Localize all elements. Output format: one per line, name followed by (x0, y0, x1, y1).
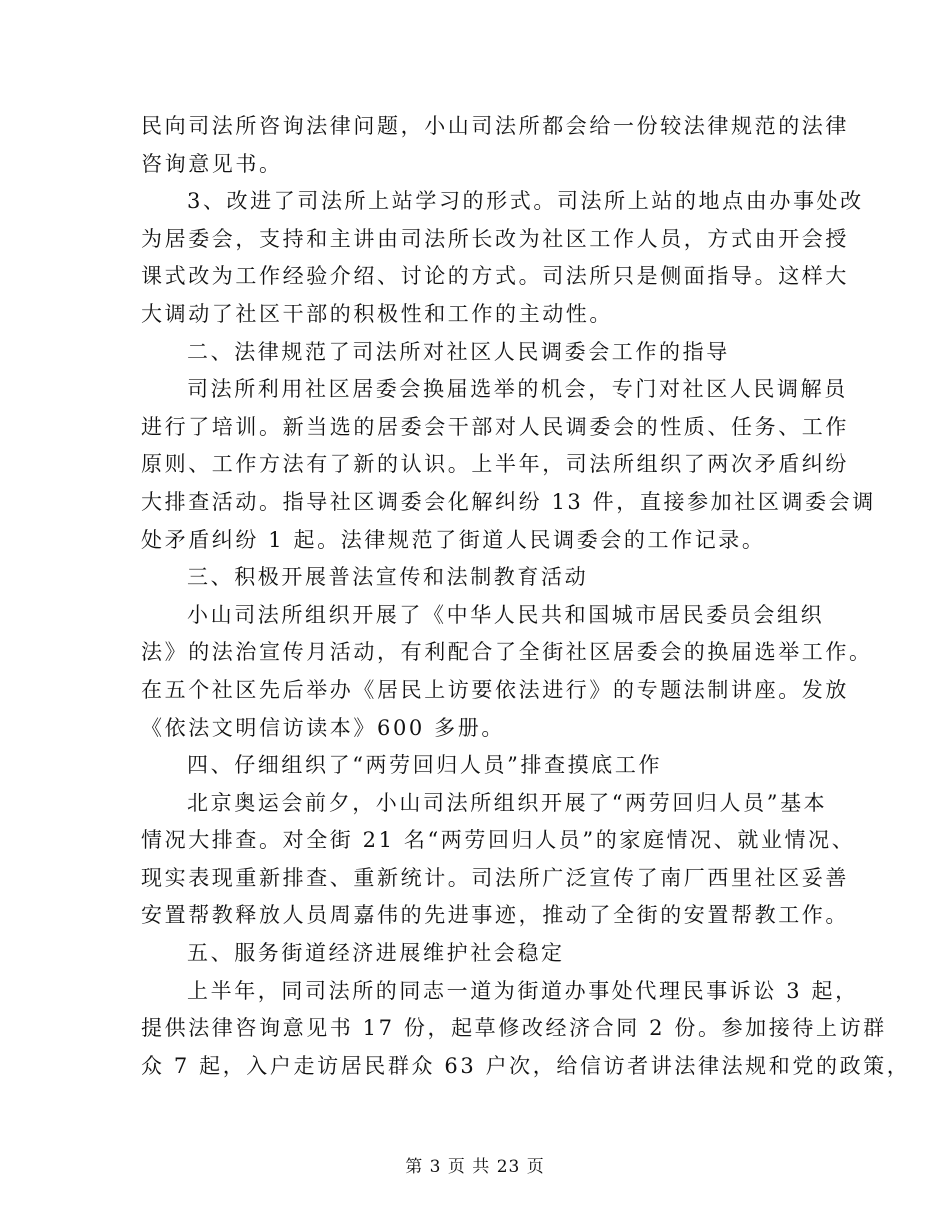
text-line: 为居委会，支持和主讲由司法所长改为社区工作人员，方式由开会授 (141, 226, 849, 251)
text-line: 现实表现重新排查、重新统计。司法所广泛宣传了南厂西里社区妥善 (141, 865, 849, 890)
text-line: 司法所利用社区居委会换届选举的机会，专门对社区人民调解员 (187, 377, 848, 402)
text-line: 三、积极开展普法宣传和法制教育活动 (187, 565, 589, 590)
text-line: 安置帮教释放人员周嘉伟的先进事迹，推动了全街的安置帮教工作。 (141, 903, 849, 928)
text-line: 大调动了社区干部的积极性和工作的主动性。 (141, 301, 613, 326)
text-line: 大排查活动。指导社区调委会化解纠纷 13 件，直接参加社区调委会调 (141, 489, 876, 514)
text-line: 咨询意见书。 (141, 151, 283, 176)
text-line: 北京奥运会前夕，小山司法所组织开展了“两劳回归人员”基本 (187, 790, 828, 815)
text-line: 上半年，同司法所的同志一道为街道办事处代理民事诉讼 3 起， (187, 978, 859, 1003)
text-line: 法》的法治宣传月活动，有利配合了全街社区居委会的换届选举工作。 (141, 640, 873, 665)
text-line: 小山司法所组织开展了《中华人民共和国城市居民委员会组织 (187, 602, 825, 627)
text-line: 五、服务街道经济进展维护社会稳定 (187, 941, 565, 966)
text-line: 课式改为工作经验介绍、讨论的方式。司法所只是侧面指导。这样大 (141, 264, 849, 289)
text-line: 3、改进了司法所上站学习的形式。司法所上站的地点由办事处改 (187, 189, 864, 214)
text-line: 进行了培训。新当选的居委会干部对人民调委会的性质、任务、工作 (141, 414, 849, 439)
text-line: 情况大排查。对全街 21 名“两劳回归人员”的家庭情况、就业情况、 (141, 828, 856, 853)
page-footer: 第 3 页 共 23 页 (405, 1157, 545, 1177)
text-line: 《依法文明信访读本》600 多册。 (141, 715, 505, 740)
text-line: 四、仔细组织了“两劳回归人员”排查摸底工作 (187, 753, 663, 778)
text-line: 处矛盾纠纷 1 起。法律规范了街道人民调委会的工作记录。 (141, 527, 766, 552)
text-line: 原则、工作方法有了新的认识。上半年，司法所组织了两次矛盾纠纷 (141, 452, 849, 477)
text-line: 众 7 起，入户走访居民群众 63 户次，给信访者讲法律法规和党的政策， (141, 1053, 911, 1078)
text-line: 在五个社区先后举办《居民上访要依法进行》的专题法制讲座。发放 (141, 677, 849, 702)
body-text (141, 108, 911, 1085)
text-line: 二、法律规范了司法所对社区人民调委会工作的指导 (187, 339, 730, 364)
text-line: 民向司法所咨询法律问题，小山司法所都会给一份较法律规范的法律 (141, 114, 849, 138)
text-line: 提供法律咨询意见书 17 份，起草修改经济合同 2 份。参加接待上访群 (141, 1016, 887, 1041)
